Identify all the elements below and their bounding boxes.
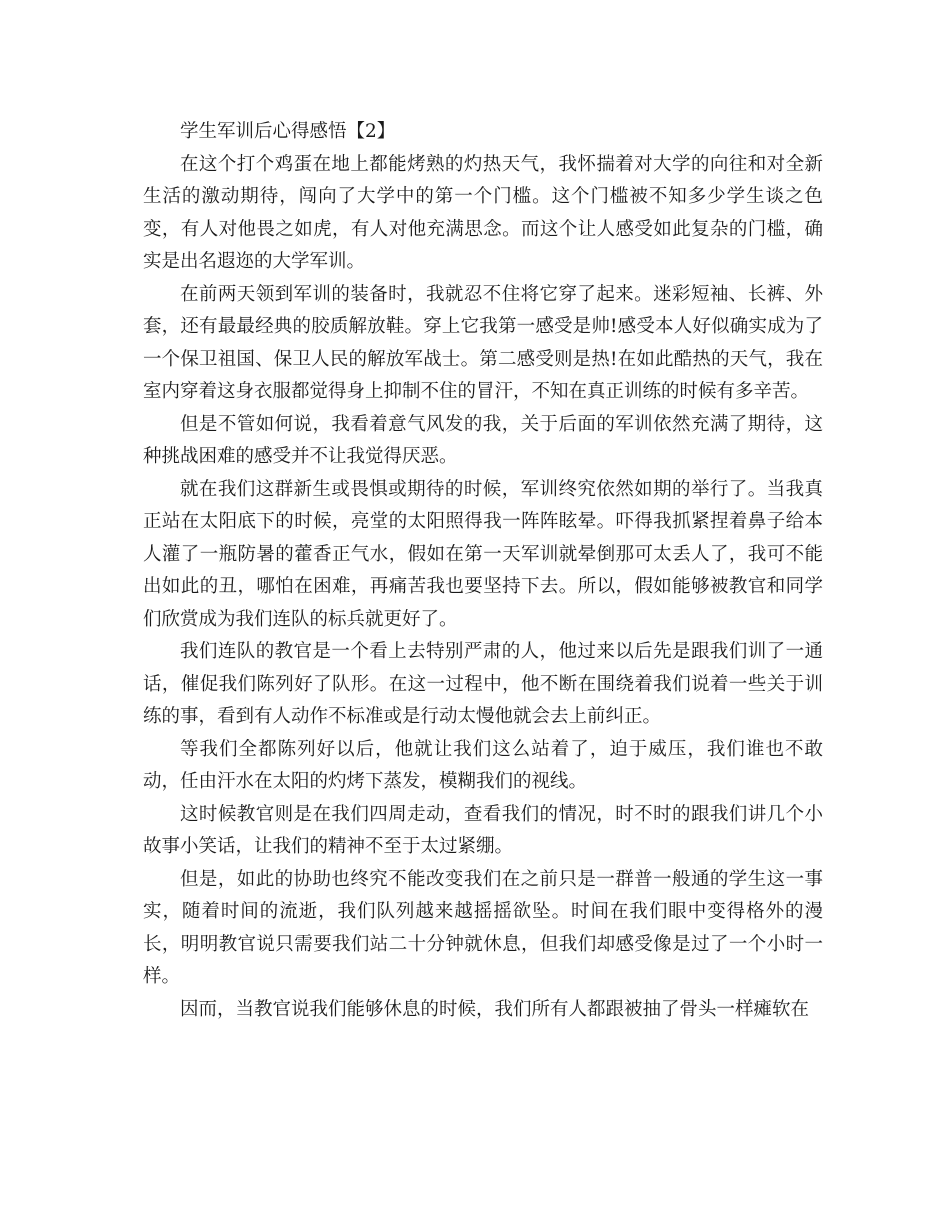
paragraph-1: 在这个打个鸡蛋在地上都能烤熟的灼热天气，我怀揣着对大学的向往和对全新生活的激动期待，闯向了大学中的第一个门槛。这个门槛被不知多少学生谈之色变，有人对他畏之如虎，有人对他充满思念。而这个让人感受如此复杂的门槛，确实是出名遐迩的大学军训。: [143, 153, 823, 272]
document-body: [143, 116, 823, 1026]
paragraph-3: 但是不管如何说，我看着意气风发的我，关于后面的军训依然充满了期待，这种挑战困难的感受并不让我觉得厌恶。: [143, 413, 823, 467]
paragraph-4: 就在我们这群新生或畏惧或期待的时候，军训终究依然如期的举行了。当我真正站在太阳底下的时候，亮堂的太阳照得我一阵阵眩晕。吓得我抓紧捏着鼻子给本人灌了一瓶防暑的藿香正气水，假如在第一天军训就晕倒那可太丢人了，我可不能出如此的丑，哪怕在困难，再痛苦我也要坚持下去。所以，假如能够被教官和同学们欣赏成为我们连队的标兵就更好了。: [143, 478, 823, 630]
document-title: 学生军训后心得感悟【2】: [180, 121, 396, 142]
paragraph-9: 因而，当教官说我们能够休息的时候，我们所有人都跟被抽了骨头一样瘫软在: [180, 998, 810, 1020]
paragraph-7: 这时候教官则是在我们四周走动，查看我们的情况，时不时的跟我们讲几个小故事小笑话，让我们的精神不至于太过紧绷。: [143, 803, 823, 857]
paragraph-8: 但是，如此的协助也终究不能改变我们在之前只是一群普一般通的学生这一事实，随着时间的流逝，我们队列越来越摇摇欲坠。时间在我们眼中变得格外的漫长，明明教官说只需要我们站二十分钟就休息，但我们却感受像是过了一个小时一样。: [143, 868, 823, 987]
paragraph-6: 等我们全都陈列好以后，他就让我们这么站着了，迫于威压，我们谁也不敢动，任由汗水在太阳的灼烤下蒸发，模糊我们的视线。: [143, 738, 823, 792]
paragraph-5: 我们连队的教官是一个看上去特别严肃的人，他过来以后先是跟我们训了一通话，催促我们陈列好了队形。在这一过程中，他不断在围绕着我们说着一些关于训练的事，看到有人动作不标准或是行动太慢他就会去上前纠正。: [143, 641, 823, 727]
paragraph-2: 在前两天领到军训的装备时，我就忍不住将它穿了起来。迷彩短袖、长裤、外套，还有最最经典的胶质解放鞋。穿上它我第一感受是帅!感受本人好似确实成为了一个保卫祖国、保卫人民的解放军战士。第二感受则是热!在如此酷热的天气，我在室内穿着这身衣服都觉得身上抑制不住的冒汗，不知在真正训练的时候有多辛苦。: [143, 283, 823, 402]
